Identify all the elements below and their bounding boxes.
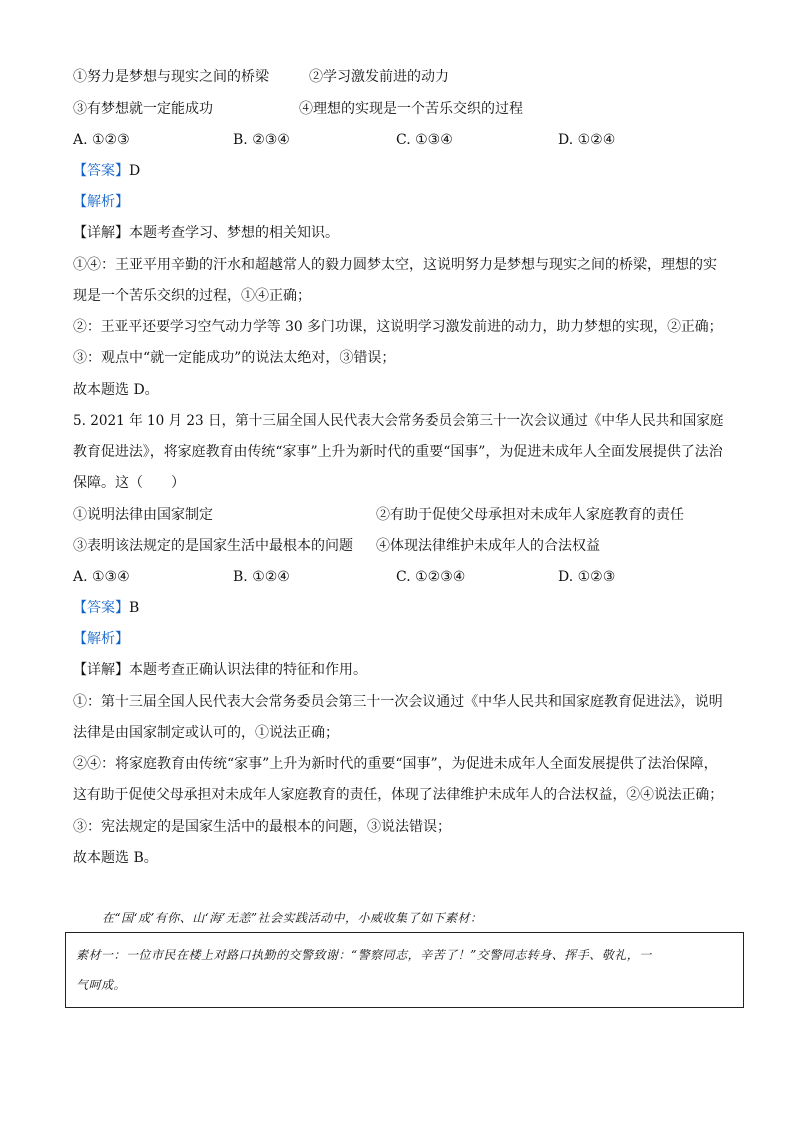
q5-option-4: ④体现法律维护未成年人的合法权益	[376, 538, 600, 554]
q5-analysis-label: 【解析】	[73, 631, 129, 647]
q5-choice-d: D. ①②③	[558, 569, 616, 585]
q4-answer-label: 【答案】	[73, 163, 129, 179]
q5-answer	[73, 599, 139, 617]
q4-choice-a: A. ①②③	[73, 132, 130, 148]
material-box	[65, 932, 744, 1008]
q5-choice-c: C. ①②③④	[396, 569, 466, 585]
q4-detail: 【详解】本题考查学习、梦想的相关知识。	[73, 225, 339, 241]
q4-answer	[73, 162, 140, 180]
q4-answer-value: D	[129, 163, 141, 179]
q4-option-2: ②学习激发前进的动力	[309, 69, 449, 85]
q4-explanation-1a: ①④：王亚平用辛勤的汗水和超越常人的毅力圆梦太空，这说明努力是梦想与现实之间的桥梁，理想的实	[73, 257, 717, 273]
q5-explanation-2b: 这有助于促使父母承担对未成年人家庭教育的责任，体现了法律维护未成年人的合法权益，②④说法正确；	[73, 787, 724, 803]
q5-explanation-1a: ①：第十三届全国人民代表大会常务委员会第三十一次会议通过《中华人民共和国家庭教育促进法》，说明	[73, 694, 723, 710]
q5-choice-a: A. ①③④	[73, 569, 130, 585]
q4-explanation-2: ②：王亚平还要学习空气动力学等 30 多门功课，这说明学习激发前进的动力，助力梦想的实现，②正确；	[73, 319, 723, 335]
material-line-2: 气呵成。	[76, 978, 127, 992]
q4-explanation-3: ③：观点中“就一定能成功”的说法太绝对，③错误；	[73, 350, 396, 366]
q5-stem-1: 5. 2021 年 10 月 23 日，第十三届全国人民代表大会常务委员会第三十一次会议通过《中华人民共和国家庭	[73, 413, 724, 429]
q5-explanation-1b: 法律是由国家制定或认可的，①说法正确；	[73, 725, 339, 741]
q5-conclusion: 故本题选 B。	[73, 850, 158, 866]
q5-choice-b: B. ①②④	[233, 569, 290, 585]
q5-option-1: ①说明法律由国家制定	[73, 507, 213, 523]
q4-option-1: ①努力是梦想与现实之间的桥梁	[73, 69, 269, 85]
q4-analysis-label: 【解析】	[73, 194, 129, 210]
q4-option-4: ④理想的实现是一个苦乐交织的过程	[299, 101, 523, 117]
q4-explanation-1b: 现是一个苦乐交织的过程，①④正确；	[73, 288, 311, 304]
q5-stem-2: 教育促进法》，将家庭教育由传统“家事”上升为新时代的重要“国事”，为促进未成年人全面发展提供了法治	[73, 444, 723, 460]
material-line-1: 素材一：一位市民在楼上对路口执勤的交警致谢：“警察同志，辛苦了！”交警同志转身、挥手、敬礼，一	[76, 948, 652, 962]
q4-option-3: ③有梦想就一定能成功	[73, 101, 213, 117]
material-intro: 在“国‘成’有你、山‘海’无恙”社会实践活动中，小威收集了如下素材：	[102, 911, 483, 925]
q5-stem-3: 保障。这（ ）	[73, 475, 185, 491]
q5-detail: 【详解】本题考查正确认识法律的特征和作用。	[73, 662, 367, 678]
q5-option-2: ②有助于促使父母承担对未成年人家庭教育的责任	[376, 507, 684, 523]
q5-explanation-3: ③：宪法规定的是国家生活中的最根本的问题，③说法错误；	[73, 819, 451, 835]
q5-option-3: ③表明该法规定的是国家生活中最根本的问题	[73, 538, 353, 554]
q4-choice-b: B. ②③④	[233, 132, 290, 148]
q4-choice-c: C. ①③④	[396, 132, 453, 148]
q5-answer-value: B	[129, 600, 140, 616]
q5-explanation-2a: ②④：将家庭教育由传统“家事”上升为新时代的重要“国事”，为促进未成年人全面发展提供了法治保障，	[73, 756, 718, 772]
q4-conclusion: 故本题选 D。	[73, 382, 159, 398]
q4-choice-d: D. ①②④	[558, 132, 616, 148]
q5-answer-label: 【答案】	[73, 600, 129, 616]
